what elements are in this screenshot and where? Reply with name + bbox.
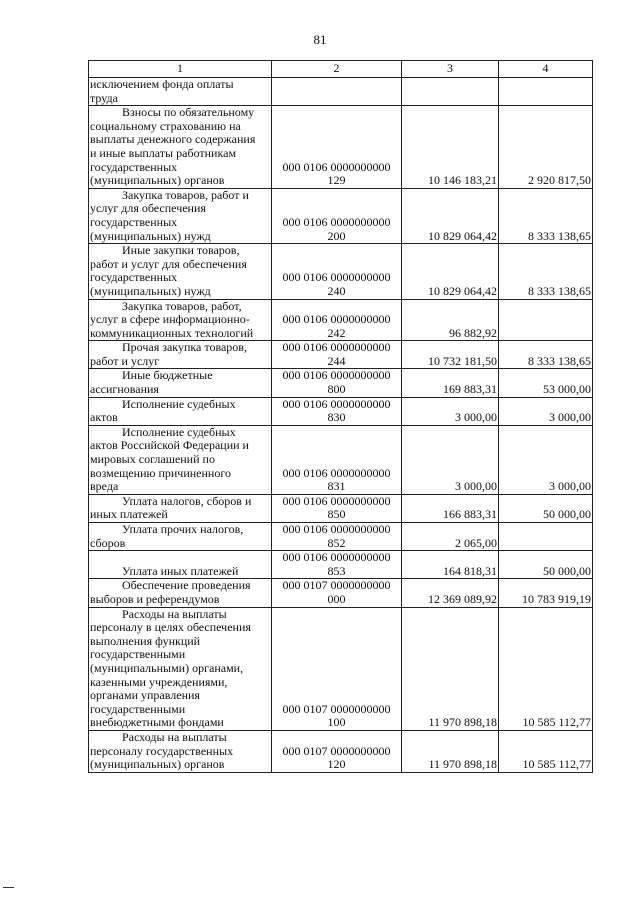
amount-planned-cell: 11 970 898,18 [402,607,499,730]
item-name-line: государственных [90,270,178,285]
budget-code-line: 000 [327,591,346,606]
table-row [89,299,593,341]
budget-code-line: 000 0106 0000000000 [282,270,391,285]
amount-planned-cell: 10 146 183,21 [402,106,499,189]
budget-code-line: 000 0106 0000000000 [282,522,391,536]
budget-code-cell [272,244,402,299]
budget-code-line: 831 [327,479,346,494]
item-name-line: выборов и референдумов [90,591,220,606]
table-row [89,397,593,425]
item-name-cell [89,494,272,522]
table-row [89,188,593,243]
table-row [89,369,593,397]
item-name-line: труда [90,90,118,105]
amount-planned-cell: 166 883,31 [402,494,499,522]
budget-code-line: 100 [327,715,346,730]
item-name-line: Уплата прочих налогов, [122,522,244,536]
item-name-line: Расходы на выплаты [122,607,227,621]
budget-code-line: 200 [327,228,346,243]
item-name-line: казенными учреждениями, [90,674,228,689]
item-name-line: Исполнение судебных [122,397,236,411]
item-name-line: Обеспечение проведения [122,578,251,593]
item-name-cell [89,730,272,772]
budget-code-line: 000 0106 0000000000 [282,368,391,383]
budget-code-line: 000 0107 0000000000 [282,578,391,593]
amount-executed-cell: 3 000,00 [499,425,593,494]
budget-code-cell [272,341,402,369]
item-name-cell [89,369,272,397]
item-name-line: работ и услуг [90,353,160,368]
table-row [89,341,593,369]
amount-executed-cell: 50 000,00 [499,494,593,522]
amount-planned-cell: 10 829 064,42 [402,188,499,243]
item-name-cell [89,425,272,494]
budget-code-line: 120 [327,757,346,772]
budget-code-line: 000 0106 0000000000 [282,465,391,480]
table-row [89,730,593,772]
item-name-line: Взносы по обязательному [122,105,255,120]
amount-planned-cell: 96 882,92 [402,299,499,341]
item-name-line: Исполнение судебных [122,425,236,439]
amount-planned-cell: 11 970 898,18 [402,730,499,772]
budget-code-line: 830 [327,410,346,425]
item-name-line: (муниципальных) органов [90,173,225,188]
item-name-line: Прочая закупка товаров, [122,340,247,355]
table-row [89,244,593,299]
item-name-line: Закупка товаров, работ, [122,299,242,313]
item-name-line: государственных [90,159,178,174]
budget-code-line: 000 0107 0000000000 [282,743,391,758]
amount-executed-cell: 8 333 138,65 [499,341,593,369]
item-name-line: Уплата налогов, сборов и [122,494,252,508]
budget-code-cell [272,369,402,397]
item-name-line: выполнения функций [90,633,201,648]
item-name-line: актов Российской Федерации и [90,438,249,453]
amount-executed-cell: 2 920 817,50 [499,106,593,189]
amount-planned-cell: 12 369 089,92 [402,579,499,607]
budget-code-line: 000 0106 0000000000 [282,340,391,355]
budget-code-line: 000 0106 0000000000 [282,550,391,565]
table-header-row [89,61,593,78]
budget-code-cell [272,188,402,243]
item-name-line: (муниципальных) нужд [90,228,211,243]
table-row [89,78,593,106]
item-name-line: сборов [90,535,126,550]
amount-executed-cell [499,299,593,341]
amount-executed-cell: 10 585 112,77 [499,607,593,730]
item-name-cell [89,106,272,189]
item-name-cell [89,341,272,369]
item-name-line: мировых соглашений по [90,452,215,467]
amount-executed-cell: 3 000,00 [499,397,593,425]
amount-planned-cell [402,78,499,106]
amount-executed-cell: 50 000,00 [499,551,593,579]
item-name-cell [89,244,272,299]
amount-planned-cell: 3 000,00 [402,397,499,425]
item-name-cell [89,523,272,551]
item-name-cell [89,551,272,579]
item-name-line: работ и услуг для обеспечения [90,256,247,271]
budget-code-cell [272,607,402,730]
item-name-line: актов [90,410,118,425]
budget-code-cell [272,579,402,607]
page-number: 81 [313,32,327,47]
column-header: 1 [89,61,272,78]
budget-code-line: 800 [327,382,346,397]
item-name-line: (муниципальных) органов [90,757,225,772]
budget-code-cell [272,730,402,772]
budget-code-cell [272,523,402,551]
budget-code-cell [272,494,402,522]
amount-executed-cell: 10 585 112,77 [499,730,593,772]
item-name-line: выплаты денежного содержания [90,132,256,147]
budget-code-line: 242 [327,325,346,340]
item-name-cell [89,607,272,730]
item-name-cell [89,579,272,607]
budget-code-line: 000 0106 0000000000 [282,214,391,229]
item-name-line: Иные бюджетные [122,368,213,383]
item-name-line: персоналу государственных [90,743,234,758]
amount-planned-cell: 164 818,31 [402,551,499,579]
table-row [89,523,593,551]
budget-code-line: 853 [327,563,346,578]
budget-table [88,60,593,773]
item-name-line: возмещению причиненного [90,465,231,480]
column-header: 2 [272,61,402,78]
budget-code-line: 000 0106 0000000000 [282,159,391,174]
item-name-line: персоналу в целях обеспечения [90,620,251,635]
item-name-line: Иные закупки товаров, [122,243,240,258]
table-row [89,551,593,579]
item-name-line: коммуникационных технологий [90,325,254,340]
table-row [89,607,593,730]
table-row [89,494,593,522]
budget-code-line: 852 [327,535,346,550]
item-name-cell [89,188,272,243]
item-name-line: государственными [90,701,186,716]
amount-planned-cell: 2 065,00 [402,523,499,551]
item-name-cell [89,299,272,341]
amount-executed-cell: 53 000,00 [499,369,593,397]
column-header: 3 [402,61,499,78]
amount-planned-cell: 3 000,00 [402,425,499,494]
item-name-line: услуг в сфере информационно- [90,312,250,327]
budget-code-cell [272,299,402,341]
budget-code-line: 850 [327,507,346,522]
amount-executed-cell: 10 783 919,19 [499,579,593,607]
margin-dash [3,887,14,888]
item-name-line: исключением фонда оплаты [90,77,234,91]
budget-code-cell [272,78,402,106]
budget-code-cell [272,425,402,494]
item-name-line: вреда [90,479,119,494]
item-name-line: ассигнования [90,382,159,397]
item-name-line: государственными [90,647,186,662]
column-header: 4 [499,61,593,78]
amount-planned-cell: 10 829 064,42 [402,244,499,299]
amount-executed-cell: 8 333 138,65 [499,188,593,243]
item-name-line: социальному страхованию на [90,118,241,133]
budget-code-cell [272,106,402,189]
item-name-line: органами управления [90,688,200,703]
item-name-line: (муниципальными) органами, [90,660,244,675]
amount-planned-cell: 169 883,31 [402,369,499,397]
item-name-line: государственных [90,214,178,229]
budget-code-line: 000 0106 0000000000 [282,397,391,411]
amount-executed-cell [499,78,593,106]
item-name-line: и иные выплаты работникам [90,145,237,160]
table-row [89,425,593,494]
budget-code-cell [272,551,402,579]
amount-executed-cell [499,523,593,551]
budget-code-line: 000 0106 0000000000 [282,494,391,508]
table-row [89,579,593,607]
budget-code-line: 129 [327,173,346,188]
item-name-line: Закупка товаров, работ и [122,188,249,202]
item-name-line: внебюджетными фондами [90,715,224,730]
amount-planned-cell: 10 732 181,50 [402,341,499,369]
item-name-cell [89,397,272,425]
item-name-line: (муниципальных) нужд [90,283,211,298]
table-row [89,106,593,189]
budget-code-line: 000 0106 0000000000 [282,312,391,327]
amount-executed-cell: 8 333 138,65 [499,244,593,299]
budget-code-line: 244 [327,353,346,368]
budget-code-line: 240 [327,283,346,298]
item-name-line: услуг для обеспечения [90,201,206,216]
item-name-line: иных платежей [90,507,168,522]
item-name-cell [89,78,272,106]
item-name-line: Уплата иных платежей [122,563,239,578]
budget-code-line: 000 0107 0000000000 [282,701,391,716]
budget-code-cell [272,397,402,425]
item-name-line: Расходы на выплаты [122,730,227,744]
